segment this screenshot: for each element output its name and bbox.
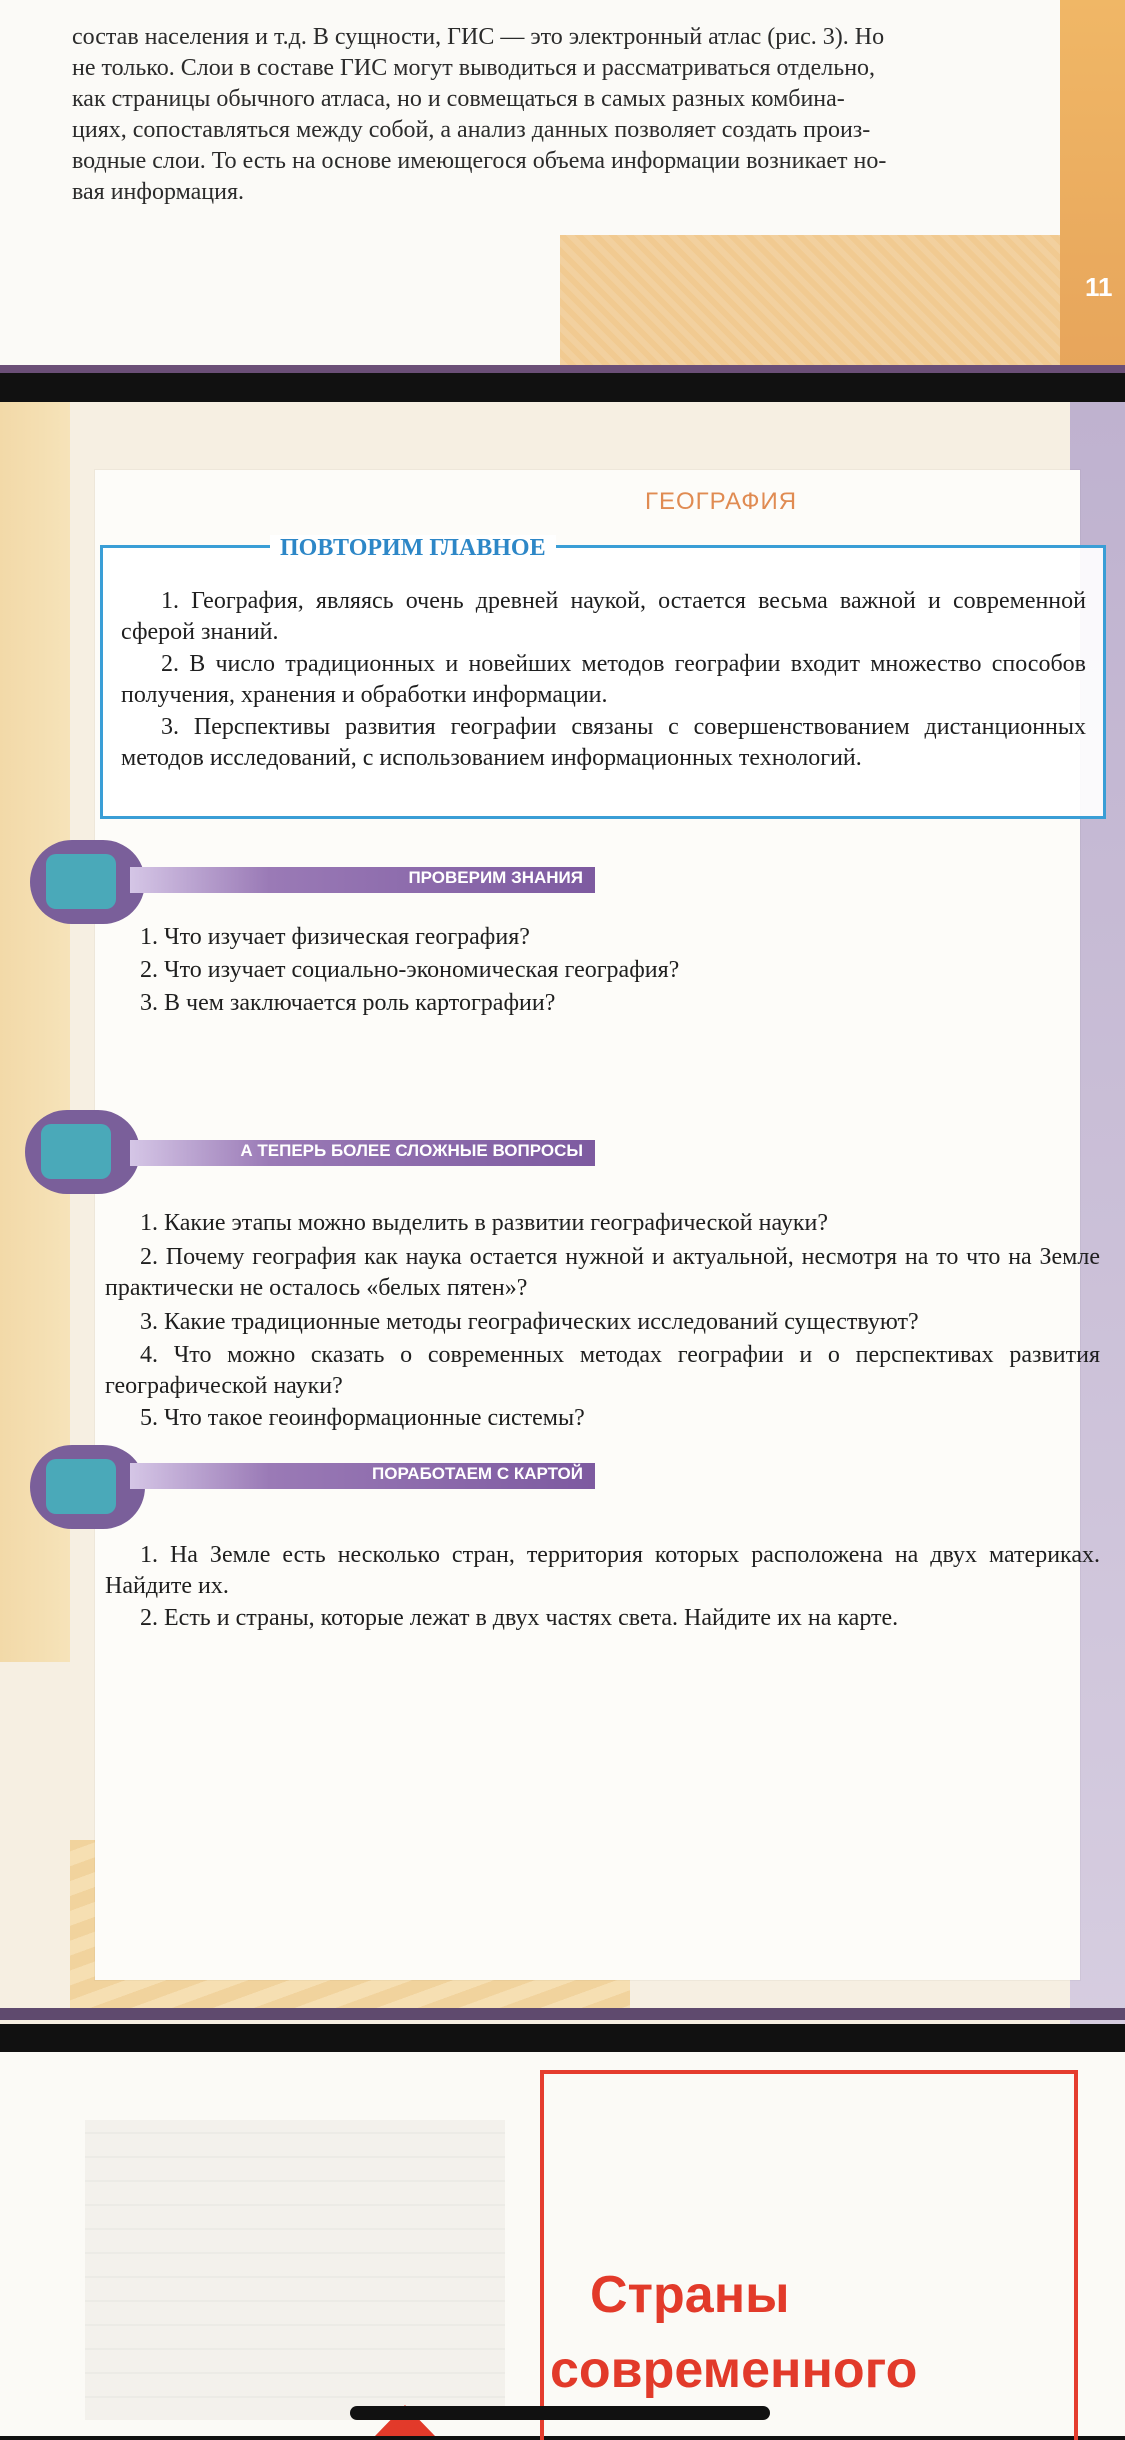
page-divider [0, 365, 1125, 373]
question-item: 3. В чем заключается роль картографии? [140, 990, 556, 1016]
question-item: 4. Что можно сказать о современных методах географии и о перспективах развития географической науки? [105, 1342, 1100, 1399]
text-line: не только. Слои в составе ГИС могут выводиться и рассматриваться отдельно, [72, 55, 876, 81]
summary-box [100, 545, 1106, 819]
question-item: 3. Какие традиционные методы географических исследований существуют? [140, 1309, 919, 1335]
text-line: состав населения и т.д. В сущности, ГИС — это электронный атлас (рис. 3). Но [72, 24, 885, 50]
question-item: 1. Какие этапы можно выделить в развитии географической науки? [140, 1210, 829, 1236]
section-label: А ТЕПЕРЬ БОЛЕЕ СЛОЖНЫЕ ВОПРОСЫ [240, 1141, 583, 1160]
faint-text-block [85, 2120, 505, 2420]
section-band [130, 1140, 595, 1166]
question-item: 5. Что такое геоинформационные системы? [140, 1405, 585, 1431]
text-line: как страницы обычного атласа, но и совмещаться в самых разных комбина- [72, 86, 845, 112]
section-header: ГЕОГРАФИЯ [645, 488, 798, 515]
summary-point: 3. Перспективы развития географии связаны с совершенствованием дистанционных методов исследований, с использованием информационных технологий. [121, 714, 1086, 771]
page1-paragraph [72, 22, 1072, 208]
summary-title: ПОВТОРИМ ГЛАВНОЕ [270, 535, 556, 562]
map-decoration [560, 235, 1125, 365]
summary-point: 1. География, являясь очень древней наукой, остается весьма важной и современной сферой знаний. [121, 588, 1086, 645]
question-item: 2. Есть и страны, которые лежат в двух частях света. Найдите их на карте. [140, 1605, 899, 1631]
question-item: 2. Почему география как наука остается нужной и актуальной, несмотря на то что на Земле практически не осталось «белых пятен»? [105, 1244, 1100, 1301]
summary-point: 2. В число традиционных и новейших методов географии входит множество способов получения, хранения и обработки информации. [121, 651, 1086, 708]
map-arrow-icon [30, 1445, 145, 1529]
page-divider [0, 2008, 1125, 2020]
question-item: 1. Что изучает физическая география? [140, 924, 530, 950]
home-indicator[interactable] [350, 2406, 770, 2420]
question-icon [25, 1110, 140, 1194]
section-band [130, 867, 595, 893]
text-line: циях, сопоставляться между собой, а анализ данных позволяет создать произ- [72, 117, 871, 143]
text-line: вая информация. [72, 179, 244, 205]
chapter-title: Страны [590, 2266, 790, 2324]
chapter-title: современного [550, 2341, 918, 2399]
page-number: 11 [1085, 272, 1113, 302]
section-label: ПРОВЕРИМ ЗНАНИЯ [408, 868, 583, 887]
laptop-icon [30, 840, 145, 924]
text-line: водные слои. То есть на основе имеющегося объема информации возникает но- [72, 148, 887, 174]
section-band [130, 1463, 595, 1489]
section-label: ПОРАБОТАЕМ С КАРТОЙ [372, 1464, 583, 1483]
question-item: 2. Что изучает социально-экономическая география? [140, 957, 680, 983]
question-item: 1. На Земле есть несколько стран, территория которых расположена на двух материках. Найдите их. [105, 1542, 1100, 1599]
